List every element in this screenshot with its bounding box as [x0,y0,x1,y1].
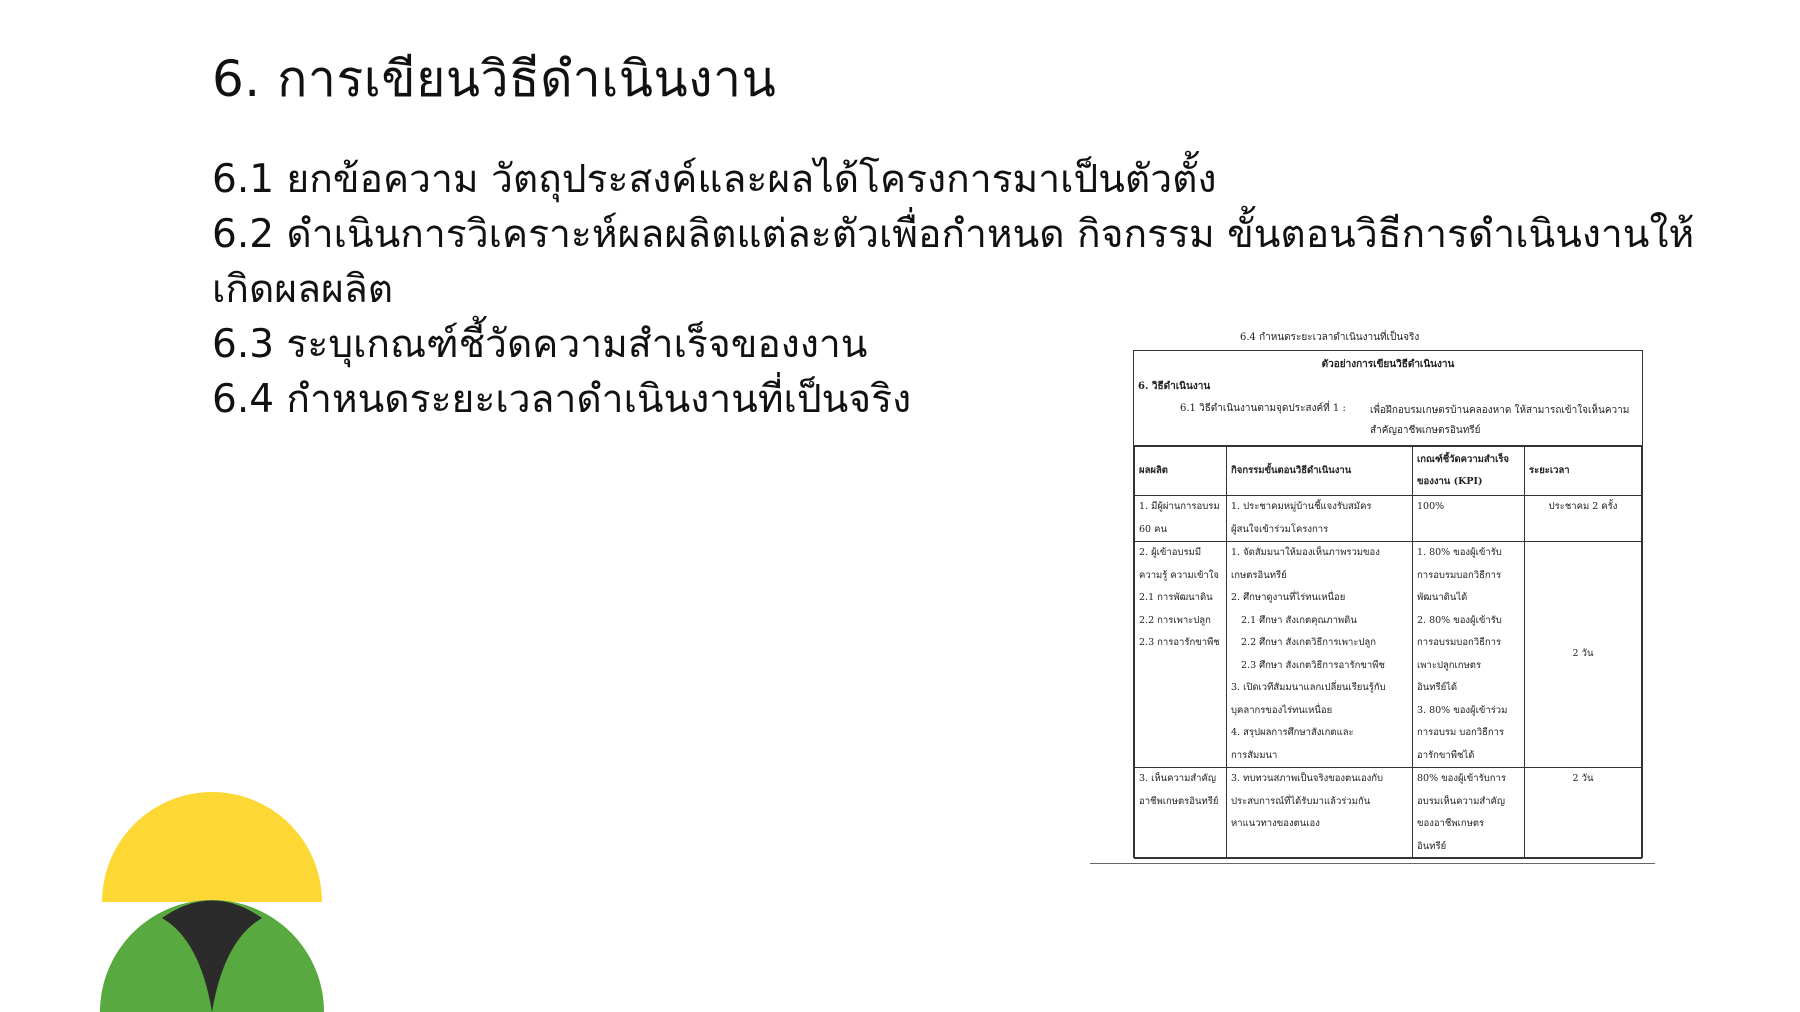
bullet-item: 6.2 ดำเนินการวิเคราะห์ผลผลิตแต่ละตัวเพื่อกำหนด กิจกรรม ขั้นตอนวิธีการดำเนินงานให้เกิดผลผลิต [212,212,1695,312]
document-header [1134,351,1642,446]
document-caption: 6.4 กำหนดระยะเวลาดำเนินงานที่เป็นจริง [1240,332,1420,343]
cell-line: 1. มีผู้ผ่านการอบรม [1139,501,1220,512]
cell-line: การสัมมนา [1231,749,1278,761]
bullet-item: 6.1 ยกข้อความ วัตถุประสงค์และผลได้โครงการมาเป็นตัวตั้ง [212,157,1217,202]
cell-line: ผู้สนใจเข้าร่วมโครงการ [1231,523,1329,535]
cell-line: 3. ทบทวนสภาพเป็นจริงของตนเองกับ [1231,773,1384,784]
cell-line: 1. 80% ของผู้เข้ารับ [1417,547,1502,558]
cell-activities [1227,768,1413,859]
cell-line: 2.3 การอารักขาพืช [1139,637,1220,648]
brand-logo-icon [100,790,325,1012]
cell-line: ของอาชีพเกษตร [1417,818,1485,829]
document-frame [1133,350,1643,858]
table-row [1135,496,1642,542]
table-row [1135,542,1642,768]
cell-line: 4. สรุปผลการศึกษาสังเกตและ [1231,727,1354,738]
table-header-row [1135,447,1642,496]
cell-kpi [1413,542,1525,768]
cell-time: ประชาคม 2 ครั้ง [1525,496,1642,542]
cell-line: อินทรีย์ [1417,840,1447,852]
document-bottom-rule [1090,863,1655,864]
cell-line: การอบรมบอกวิธีการ [1417,637,1502,648]
cell-line: การอบรม บอกวิธีการ [1417,727,1505,738]
cell-output [1135,542,1227,768]
cell-line: บุคลากรของไร่ทนเหนื่อย [1231,704,1333,716]
cell-line: อาชีพเกษตรอินทรีย์ [1139,795,1219,807]
objective-text: เพื่อฝึกอบรมเกษตรบ้านคลองหาด ให้สามารถเข้าใจเห็นความสำคัญอาชีพเกษตรอินทรีย์ [1370,405,1630,436]
cell-kpi [1413,496,1525,542]
cell-line: พัฒนาดินได้ [1417,592,1468,603]
cell-line: 1. ประชาคมหมู่บ้านชี้แจงรับสมัคร [1231,501,1372,512]
cell-time: 2 วัน [1525,542,1642,768]
cell-line: 2. ผู้เข้าอบรมมี [1139,547,1202,558]
header-activities: กิจกรรมขั้นตอนวิธีดำเนินงาน [1227,447,1413,496]
cell-activities [1227,496,1413,542]
cell-line: 2.1 ศึกษา สังเกตคุณภาพดิน [1241,614,1357,626]
cell-line: 2. 80% ของผู้เข้ารับ [1417,614,1502,626]
cell-line: 2. ศึกษาดูงานที่ไร่ทนเหนื่อย [1231,592,1346,603]
document-section: 6. วิธีดำเนินงาน [1138,381,1211,392]
cell-line: ความรู้ ความเข้าใจ [1139,569,1219,581]
cell-line: 60 คน [1139,523,1167,535]
cell-line: หาแนวทางของตนเอง [1231,818,1320,829]
cell-line: 3. 80% ของผู้เข้าร่วม [1417,704,1508,716]
header-kpi: เกณฑ์ชี้วัดความสำเร็จของงาน (KPI) [1413,447,1525,496]
cell-line: 2.3 ศึกษา สังเกตวิธีการอารักขาพืช [1241,659,1385,671]
bullet-item: 6.3 ระบุเกณฑ์ชี้วัดความสำเร็จของงาน [212,322,868,367]
objective-label: 6.1 วิธีดำเนินงานตามจุดประสงค์ที่ 1 : [1180,403,1346,414]
header-output: ผลผลิต [1135,447,1227,496]
cell-line: เกษตรอินทรีย์ [1231,569,1287,581]
cell-line: 2.2 ศึกษา สังเกตวิธีการเพาะปลูก [1241,637,1377,648]
cell-line: อบรมเห็นความสำคัญ [1417,795,1505,807]
cell-activities [1227,542,1413,768]
cell-output [1135,768,1227,859]
header-time: ระยะเวลา [1525,447,1642,496]
bullet-item: 6.4 กำหนดระยะเวลาดำเนินงานที่เป็นจริง [212,377,912,422]
document-scan [1090,330,1660,870]
cell-line: การอบรมบอกวิธีการ [1417,569,1502,581]
cell-kpi [1413,768,1525,859]
table-row [1135,768,1642,859]
cell-line: เพาะปลูกเกษตร [1417,659,1482,671]
cell-line: 1. จัดสัมมนาให้มองเห็นภาพรวมของ [1231,547,1380,558]
cell-output [1135,496,1227,542]
cell-line: 3. เห็นความสำคัญ [1139,773,1216,784]
slide-title: 6. การเขียนวิธีดำเนินงาน [212,50,777,108]
cell-line: 100% [1417,501,1445,512]
document-heading: ตัวอย่างการเขียนวิธีดำเนินงาน [1321,359,1455,370]
cell-line: 2.1 การพัฒนาดิน [1139,592,1213,603]
cell-line: 80% ของผู้เข้ารับการ [1417,773,1506,784]
cell-line: ประสบการณ์ที่ได้รับมาแล้วร่วมกัน [1231,795,1371,807]
cell-line: 2.2 การเพาะปลูก [1139,614,1211,626]
cell-time: 2 วัน [1525,768,1642,859]
cell-line: อารักขาพืชได้ [1417,749,1475,761]
method-table [1134,446,1642,859]
cell-line: 3. เปิดเวทีสัมมนาแลกเปลี่ยนเรียนรู้กับ [1231,682,1386,693]
cell-line: อินทรีย์ได้ [1417,682,1458,693]
